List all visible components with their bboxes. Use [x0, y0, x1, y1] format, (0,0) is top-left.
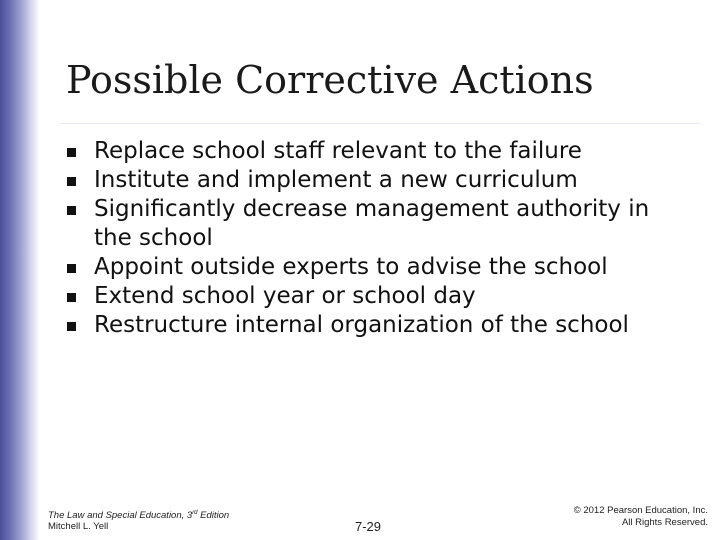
bullet-text: Replace school staff relevant to the failure [94, 138, 582, 164]
bullet-list [64, 137, 694, 340]
book-title-text: The Law and Special Education, 3 [48, 510, 193, 522]
bullet-text: Institute and implement a new curriculum [94, 167, 578, 193]
square-bullet-icon [67, 148, 76, 157]
square-bullet-icon [67, 322, 76, 331]
bullet-text: Extend school year or school day [94, 283, 476, 309]
bullet-item [64, 253, 694, 282]
square-bullet-icon [67, 293, 76, 302]
copyright-text: © 2012 Pearson Education, Inc. [573, 505, 708, 516]
bullet-item [64, 311, 694, 340]
square-bullet-icon [67, 264, 76, 273]
book-title [48, 508, 229, 521]
bullet-text: Appoint outside experts to advise the school [94, 254, 608, 280]
bullet-item [64, 166, 694, 195]
bullet-item [64, 195, 694, 253]
square-bullet-icon [67, 206, 76, 215]
bullet-text: Significantly decrease management authority in the school [94, 196, 650, 251]
title-divider [60, 123, 700, 124]
footer-book-info [48, 508, 229, 532]
page-number: 7-29 [355, 519, 382, 534]
side-gradient-bar [0, 0, 40, 540]
edition-superscript: rd [192, 510, 198, 516]
rights-text: All Rights Reserved. [621, 517, 708, 528]
book-title-edition: Edition [197, 510, 230, 522]
footer-copyright [574, 505, 708, 529]
bullet-text: Restructure internal organization of the school [94, 312, 629, 338]
bullet-item [64, 137, 694, 166]
slide-title: Possible Corrective Actions [66, 58, 594, 102]
book-author: Mitchell L. Yell [48, 521, 109, 533]
bullet-item [64, 282, 694, 311]
square-bullet-icon [67, 177, 76, 186]
